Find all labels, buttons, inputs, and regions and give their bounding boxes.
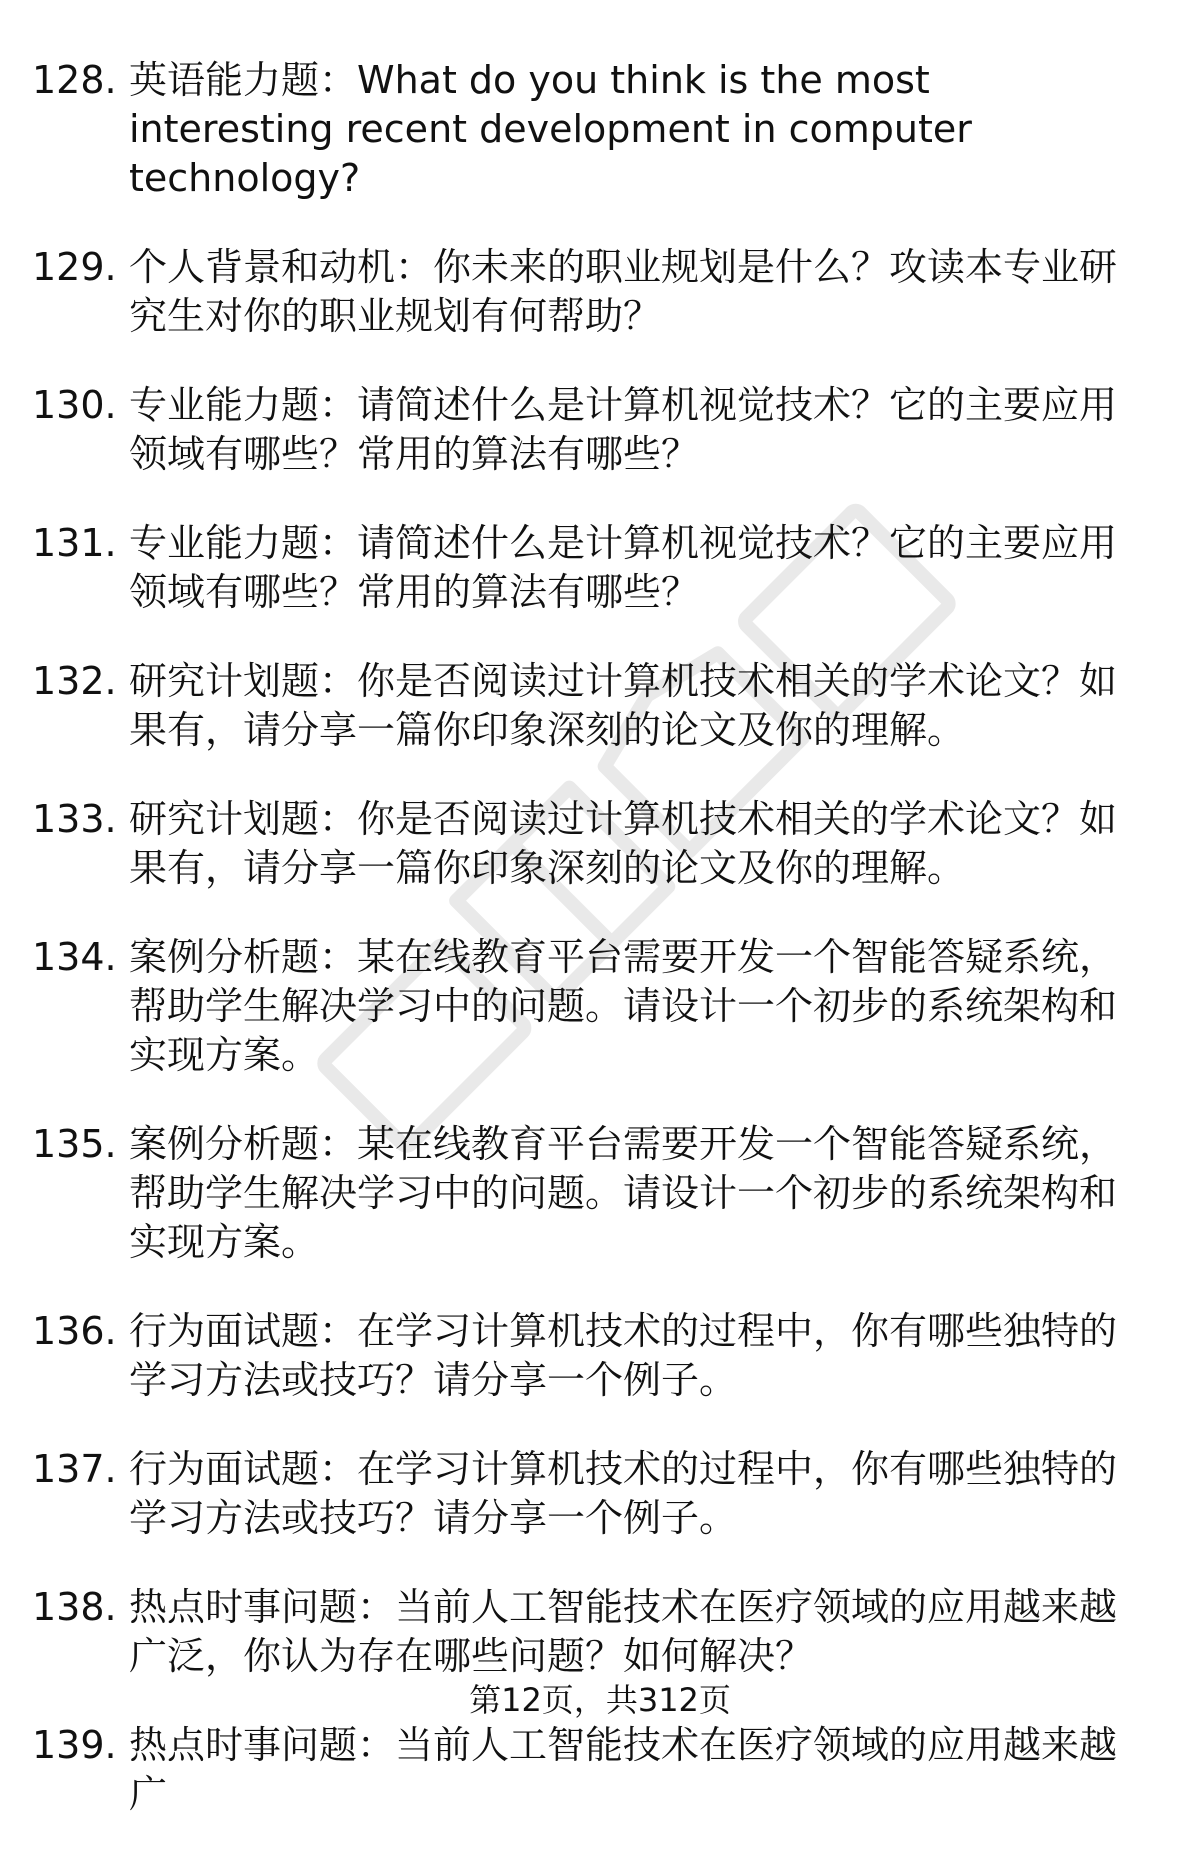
question-text: 个人背景和动机：你未来的职业规划是什么？攻读本专业研究生对你的职业规划有何帮助？ — [129, 245, 1118, 338]
question-number: 138. — [32, 1585, 117, 1629]
question-text: 案例分析题：某在线教育平台需要开发一个智能答疑系统，帮助学生解决学习中的问题。请设计一个初步的系统架构和实现方案。 — [129, 1122, 1118, 1264]
question-item — [0, 1583, 1200, 1681]
question-text: 英语能力题：What do you think is the most interesting recent development in computer technology? — [129, 58, 972, 200]
question-item — [0, 519, 1200, 617]
page-total: 共312页 — [605, 1681, 731, 1719]
question-number: 128. — [32, 58, 117, 102]
question-text: 研究计划题：你是否阅读过计算机技术相关的学术论文？如果有，请分享一篇你印象深刻的论文及你的理解。 — [129, 797, 1118, 890]
question-text: 专业能力题：请简述什么是计算机视觉技术？它的主要应用领域有哪些？常用的算法有哪些？ — [129, 521, 1118, 614]
question-item — [0, 56, 1200, 203]
question-number: 131. — [32, 521, 117, 565]
question-item — [0, 1445, 1200, 1543]
question-number: 129. — [32, 245, 117, 289]
question-number: 133. — [32, 797, 117, 841]
question-item — [0, 243, 1200, 341]
footer-separator: ， — [573, 1681, 606, 1719]
question-text: 案例分析题：某在线教育平台需要开发一个智能答疑系统，帮助学生解决学习中的问题。请设计一个初步的系统架构和实现方案。 — [129, 935, 1118, 1077]
question-number: 135. — [32, 1122, 117, 1166]
page-footer — [0, 1680, 1200, 1720]
question-number: 134. — [32, 935, 117, 979]
question-item — [0, 1307, 1200, 1405]
question-text: 研究计划题：你是否阅读过计算机技术相关的学术论文？如果有，请分享一篇你印象深刻的论文及你的理解。 — [129, 659, 1118, 752]
question-text: 行为面试题：在学习计算机技术的过程中，你有哪些独特的学习方法或技巧？请分享一个例子。 — [129, 1447, 1118, 1540]
question-list — [0, 56, 1200, 1859]
question-number: 137. — [32, 1447, 117, 1491]
question-text: 行为面试题：在学习计算机技术的过程中，你有哪些独特的学习方法或技巧？请分享一个例子。 — [129, 1309, 1118, 1402]
question-item — [0, 795, 1200, 893]
question-item — [0, 1721, 1200, 1819]
question-number: 139. — [32, 1723, 117, 1767]
question-item — [0, 381, 1200, 479]
question-text: 专业能力题：请简述什么是计算机视觉技术？它的主要应用领域有哪些？常用的算法有哪些？ — [129, 383, 1118, 476]
question-number: 130. — [32, 383, 117, 427]
question-item — [0, 1120, 1200, 1267]
question-number: 136. — [32, 1309, 117, 1353]
page-number: 第12页 — [469, 1681, 574, 1719]
question-item — [0, 933, 1200, 1080]
question-text: 热点时事问题：当前人工智能技术在医疗领域的应用越来越广 — [129, 1723, 1118, 1816]
question-number: 132. — [32, 659, 117, 703]
question-item — [0, 657, 1200, 755]
question-text: 热点时事问题：当前人工智能技术在医疗领域的应用越来越广泛，你认为存在哪些问题？如何解决？ — [129, 1585, 1118, 1678]
